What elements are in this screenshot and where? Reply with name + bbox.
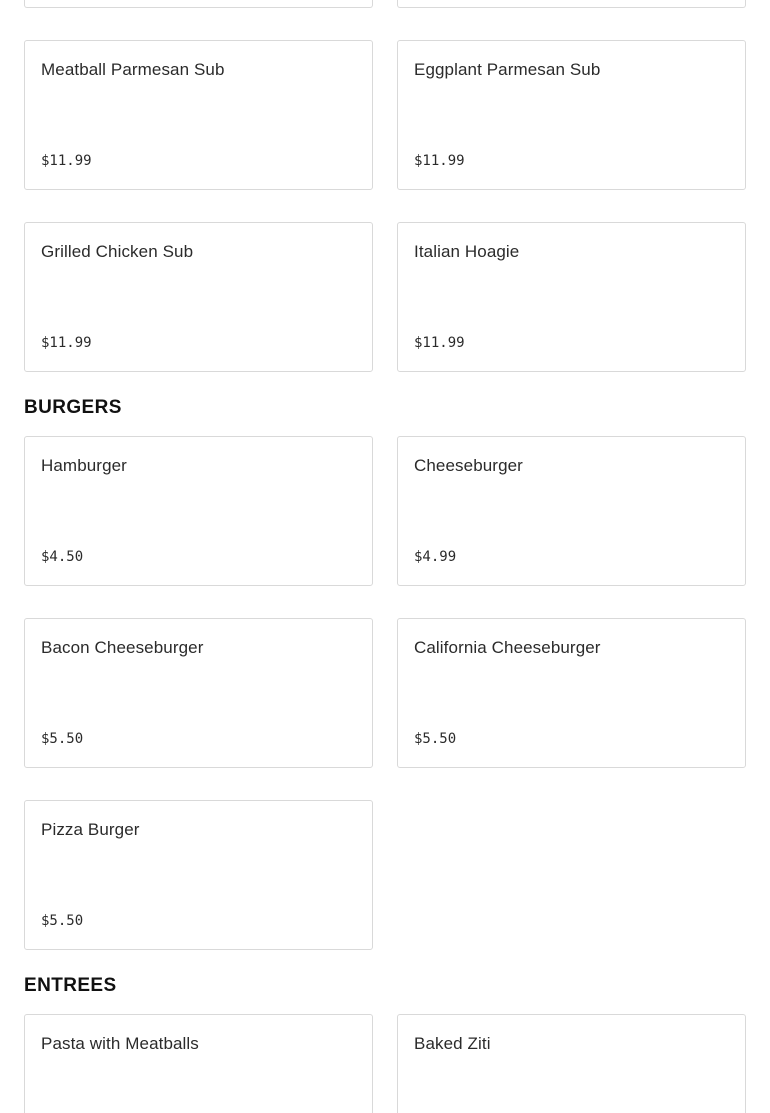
menu-item-card[interactable]	[24, 800, 373, 950]
entrees-grid	[24, 1014, 746, 1113]
item-name: Bacon Cheeseburger	[41, 638, 204, 657]
menu-item-card[interactable]	[397, 618, 746, 768]
item-name: Grilled Chicken Sub	[41, 242, 194, 261]
item-price: $11.99	[414, 153, 465, 169]
item-name: Eggplant Parmesan Sub	[414, 60, 601, 79]
menu-item-card[interactable]	[397, 1014, 746, 1113]
burgers-grid	[24, 436, 746, 950]
item-name: California Cheeseburger	[414, 638, 601, 657]
section-title-entrees: ENTREES	[24, 975, 117, 996]
menu-item-card[interactable]	[24, 0, 373, 8]
item-name: Cheeseburger	[414, 456, 523, 475]
item-price: $11.99	[414, 335, 465, 351]
menu-item-card[interactable]	[397, 222, 746, 372]
menu-item-card[interactable]	[397, 436, 746, 586]
item-name: Pizza Burger	[41, 820, 140, 839]
item-name: Hamburger	[41, 456, 127, 475]
item-price: $11.99	[41, 153, 92, 169]
item-name: Italian Hoagie	[414, 242, 520, 261]
item-price: $4.50	[41, 549, 84, 565]
item-price: $11.99	[41, 335, 92, 351]
menu-item-card[interactable]	[24, 618, 373, 768]
menu-item-card[interactable]	[24, 40, 373, 190]
menu-item-card[interactable]	[24, 436, 373, 586]
item-price: $5.50	[414, 731, 457, 747]
item-price: $4.99	[414, 549, 457, 565]
section-title-burgers: BURGERS	[24, 397, 122, 418]
menu-item-card[interactable]	[397, 0, 746, 8]
subs-grid	[24, 0, 746, 372]
menu-item-card[interactable]	[397, 40, 746, 190]
item-name: Meatball Parmesan Sub	[41, 60, 225, 79]
menu-item-card[interactable]	[24, 1014, 373, 1113]
item-price: $5.50	[41, 731, 84, 747]
item-name: Pasta with Meatballs	[41, 1034, 199, 1053]
item-name: Baked Ziti	[414, 1034, 491, 1053]
item-price: $5.50	[41, 913, 84, 929]
menu-item-card[interactable]	[24, 222, 373, 372]
